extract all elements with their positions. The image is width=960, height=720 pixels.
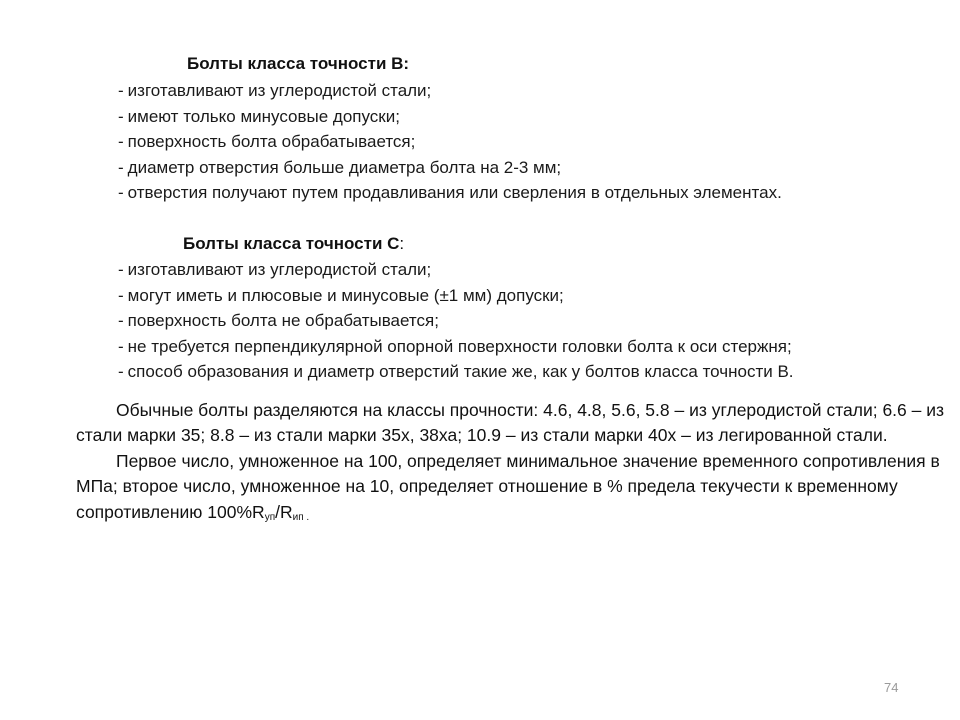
body-paragraphs xyxy=(76,398,956,530)
list-item: - диаметр отверстия больше диаметра болта на 2-3 мм; xyxy=(118,157,562,177)
list-item: - поверхность болта не обрабатывается; xyxy=(118,311,439,331)
list-item: - имеют только минусовые допуски; xyxy=(118,106,400,126)
section-c-list xyxy=(118,257,794,385)
section-b-list xyxy=(118,78,782,206)
list-item: - поверхность болта обрабатывается; xyxy=(118,132,416,152)
list-item: - могут иметь и плюсовые и минусовые (±1 мм) допуски; xyxy=(118,285,564,305)
list-item: - не требуется перпендикулярной опорной поверхности головки болта к оси стержня; xyxy=(118,336,792,356)
section-c-title: Болты класса точности C: xyxy=(183,234,405,253)
section-b-title: Болты класса точности B: xyxy=(187,54,410,73)
list-item: - способ образования и диаметр отверстий такие же, как у болтов класса точности В. xyxy=(118,362,794,382)
paragraph-strength-classes: Обычные болты разделяются на классы прочности: 4.6, 4.8, 5.6, 5.8 – из углеродистой стали; 6.6 – из стали марки 35; 8.8 – из стали марки 35х, 38ха; 10.9 – из стали марки 40х – из легированной стали. xyxy=(76,400,945,446)
list-item: - изготавливают из углеродистой стали; xyxy=(118,260,432,279)
page-number: 74 xyxy=(884,680,899,695)
list-item: - отверстия получают путем продавливания или сверления в отдельных элементах. xyxy=(118,183,782,203)
paragraph-number-meaning: Первое число, умноженное на 100, определяет минимальное значение временного сопротивления в МПа; второе число, умноженное на 10, определяет отношение в % предела текучести к временному сопротивлению $100\%R_{уп}/R_{ип .}$ xyxy=(76,450,940,523)
list-item: - изготавливают из углеродистой стали; xyxy=(118,81,432,100)
